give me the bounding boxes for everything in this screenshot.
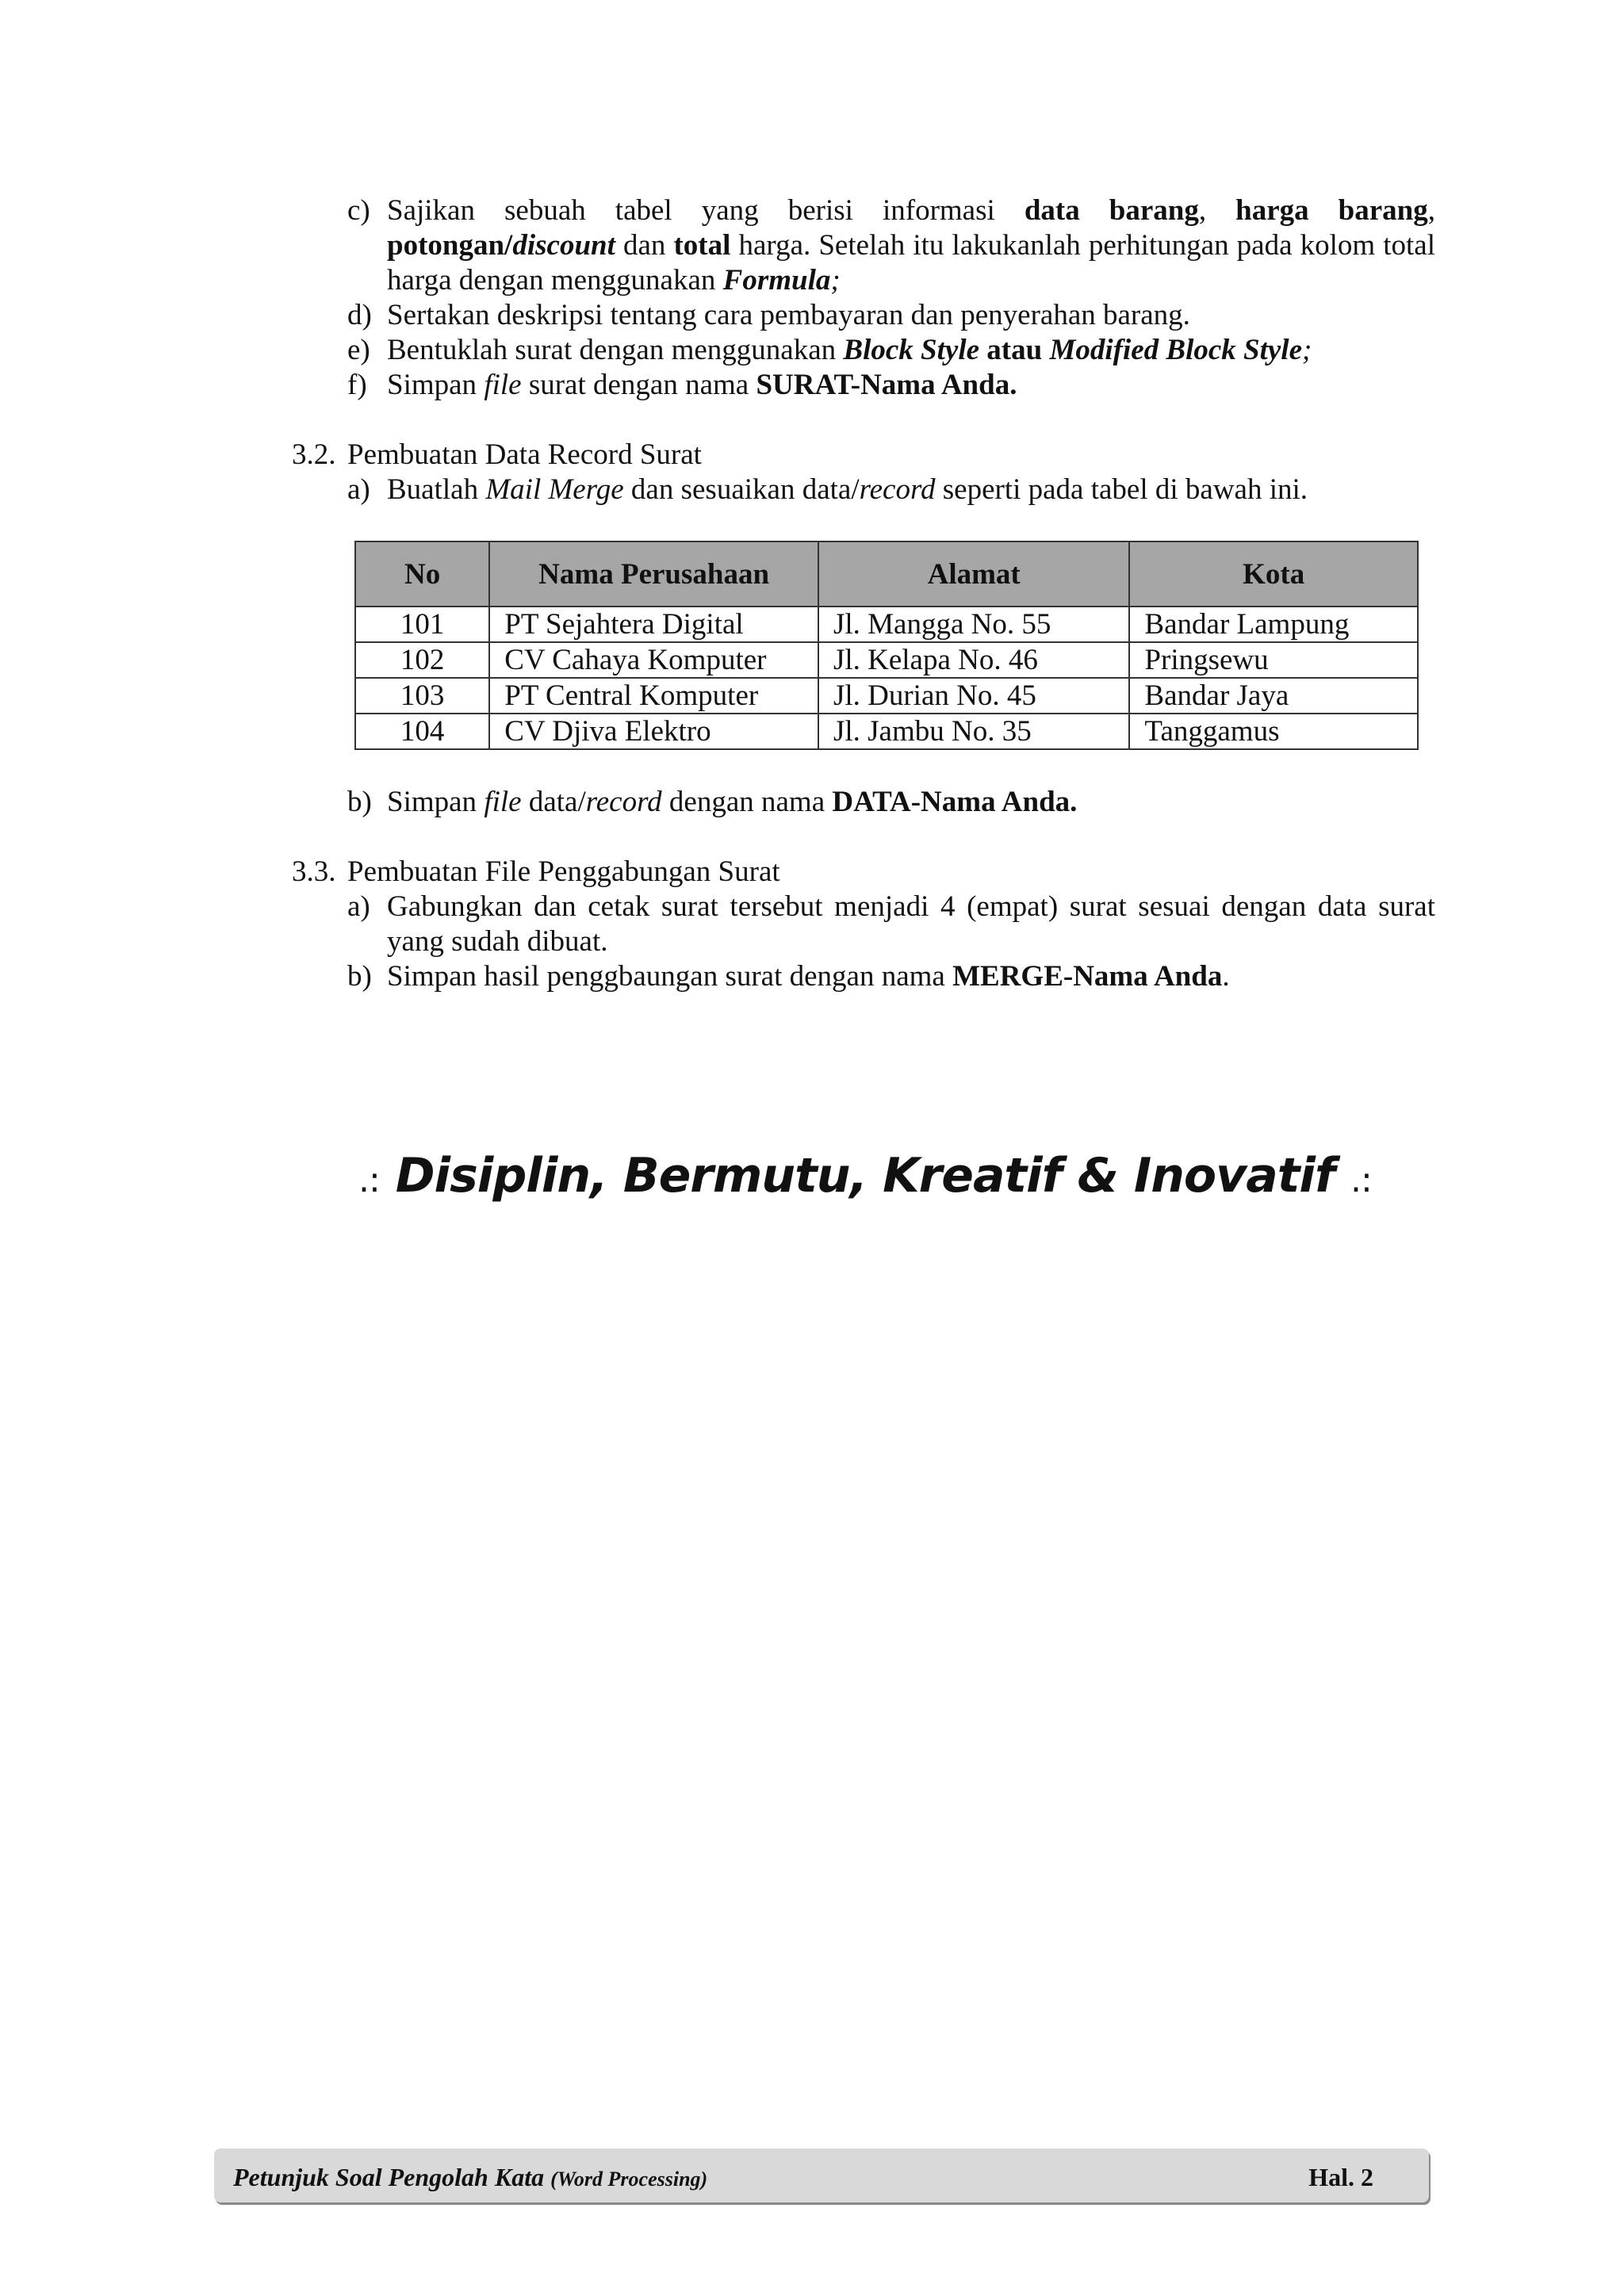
list-item-3-3-a [347,890,1435,959]
text-run: . [1222,960,1230,993]
italic-run: file [484,369,522,401]
list-label: b) [347,786,372,818]
list-text [387,785,1435,820]
section-number: 3.2. [292,438,336,471]
table-row [355,678,1418,714]
list-item-3-2-b [347,785,1435,820]
list-label: a) [347,890,370,923]
section-title: Pembuatan Data Record Surat [347,438,702,471]
italic-run: record [585,786,662,818]
table-cell: CV Djiva Elektro [489,714,818,749]
italic-run: ; [830,264,841,297]
list-item-3-3-b [347,959,1435,994]
bold-italic-run: Modified Block Style [1049,334,1303,366]
list-item-c [347,193,1435,298]
list-label: b) [347,960,372,993]
list-text [387,473,1435,507]
motto [358,1148,1372,1203]
italic-run: file [484,786,522,818]
table-cell: Bandar Lampung [1129,607,1418,642]
bold-italic-run: Formula [722,264,831,297]
list-text [387,959,1435,994]
list-label: e) [347,334,370,366]
table-row [355,607,1418,642]
bold-run: SURAT-Nama Anda. [756,369,1017,401]
text-run: harga. Setelah itu lakukanlah perhitungan pada kolom total harga dengan menggunakan [387,229,1435,297]
table-cell: Jl. Jambu No. 35 [818,714,1129,749]
text-run: dengan nama [661,786,833,818]
table-header-cell: Alamat [818,541,1129,607]
text-run: Sajikan sebuah tabel yang berisi informasi [387,194,1025,227]
bold-run: DATA-Nama Anda. [832,786,1078,818]
bold-italic-run: discount [512,229,615,262]
table-row [355,642,1418,678]
text-run: Simpan [387,369,485,401]
table-header-cell: No [355,541,489,607]
company-data-table [354,541,1419,750]
section-title: Pembuatan File Penggabungan Surat [347,855,780,888]
page-number: Hal. 2 [1308,2163,1373,2191]
bold-run: atau [979,334,1050,366]
table-cell: Jl. Durian No. 45 [818,678,1129,714]
text-run: dan sesuaikan data/ [623,473,860,506]
text-run: Bentuklah surat dengan menggunakan [387,334,844,366]
list-item-e [347,333,1435,368]
table-cell: Jl. Mangga No. 55 [818,607,1129,642]
text-run: seperti pada tabel di bawah ini. [935,473,1308,506]
bold-run: potongan/ [387,229,513,262]
table-cell: 103 [355,678,489,714]
section-number: 3.3. [292,855,336,888]
list-label: a) [347,473,370,506]
bold-run: data barang [1024,194,1199,227]
table-cell: Jl. Kelapa No. 46 [818,642,1129,678]
list-item-f [347,368,1435,403]
section-heading-3-2 [292,438,702,473]
table-cell: 101 [355,607,489,642]
text-run: dan [615,229,674,262]
table-cell: PT Sejahtera Digital [489,607,818,642]
table-cell: CV Cahaya Komputer [489,642,818,678]
footer-subtitle: (Word Processing) [550,2168,708,2191]
list-item-d [347,298,1435,333]
table-cell: Bandar Jaya [1129,678,1418,714]
list-text: Sertakan deskripsi tentang cara pembayaran dan penyerahan barang. [387,299,1190,331]
list-text: Gabungkan dan cetak surat tersebut menjadi 4 (empat) surat sesuai dengan data surat yang sudah dibuat. [387,890,1435,958]
table-header-cell: Nama Perusahaan [489,541,818,607]
list-text [387,368,1435,403]
page-footer [214,2149,1429,2202]
footer-title [233,2163,707,2192]
text-run: surat dengan nama [521,369,756,401]
list-label: f) [347,369,367,401]
text-run: Simpan hasil penggbaungan surat dengan nama [387,960,953,993]
footer-title-text: Petunjuk Soal Pengolah Kata [233,2163,545,2191]
text-run: data/ [521,786,586,818]
text-run: Buatlah [387,473,486,506]
table-cell: PT Central Komputer [489,678,818,714]
table-cell: Pringsewu [1129,642,1418,678]
motto-prefix: .: [358,1160,380,1200]
table-cell: Tanggamus [1129,714,1418,749]
table-row [355,714,1418,749]
text-run: , [1198,194,1236,227]
italic-run: Mail Merge [485,473,624,506]
section-heading-3-3 [292,855,780,890]
table-header-cell: Kota [1129,541,1418,607]
table-header-row [355,541,1418,607]
italic-run: ; [1302,334,1312,366]
bold-italic-run: Block Style [843,334,980,366]
motto-suffix: .: [1350,1160,1372,1200]
bold-run: total [673,229,731,262]
list-label: c) [347,194,370,227]
list-text [387,193,1435,298]
text-run: , [1427,194,1436,227]
list-item-3-2-a [347,473,1435,507]
italic-run: record [859,473,936,506]
bold-run: harga barang [1235,194,1428,227]
bold-run: MERGE-Nama Anda [952,960,1223,993]
table-cell: 104 [355,714,489,749]
motto-text: Disiplin, Bermutu, Kreatif & Inovatif [395,1148,1335,1203]
list-text [387,333,1435,368]
list-label: d) [347,299,372,331]
text-run: Simpan [387,786,485,818]
table-cell: 102 [355,642,489,678]
